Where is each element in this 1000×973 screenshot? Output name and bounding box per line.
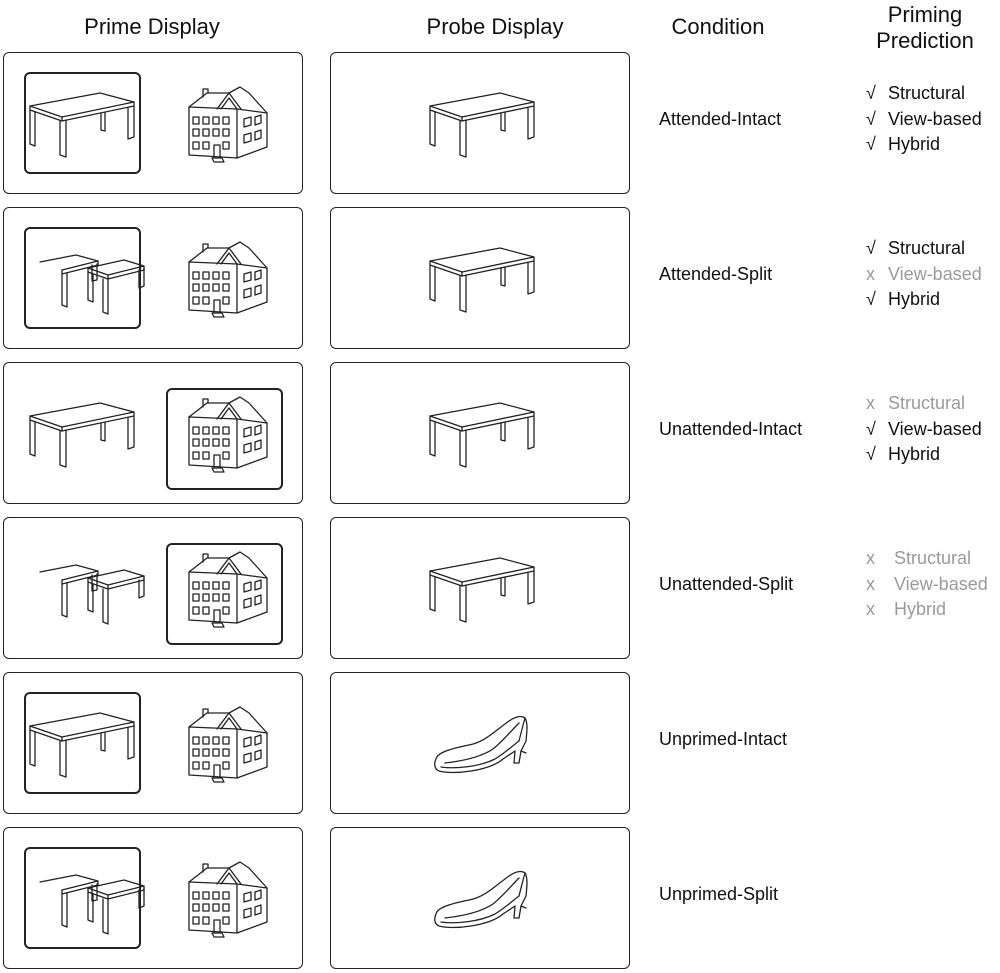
prediction-item xyxy=(866,236,982,262)
x-mark-icon: x xyxy=(866,393,875,413)
probe-display-drawing xyxy=(331,828,631,970)
priming-header-line1: Priming xyxy=(887,2,963,27)
prediction-item xyxy=(866,597,988,623)
prediction-label: View-based xyxy=(888,108,982,129)
house-icon xyxy=(189,87,267,162)
prediction-label: Hybrid xyxy=(888,289,941,309)
condition-label: Attended-Split xyxy=(659,264,773,284)
table-icon xyxy=(30,713,134,777)
priming-prediction-list xyxy=(866,81,982,158)
prediction-item xyxy=(866,81,982,107)
prediction-item xyxy=(866,287,982,313)
probe-display-drawing xyxy=(331,518,631,660)
prediction-item xyxy=(866,572,988,598)
house-icon xyxy=(189,242,267,317)
prediction-label: Structural xyxy=(888,83,966,103)
prediction-label: View-based xyxy=(888,418,982,439)
check-mark-icon: √ xyxy=(866,134,876,154)
prediction-label: Structural xyxy=(888,393,966,413)
prediction-label: View-based xyxy=(888,263,982,284)
prediction-label: Structural xyxy=(894,548,972,568)
x-mark-icon: x xyxy=(866,573,875,594)
condition-label: Unattended-Split xyxy=(659,574,794,594)
table-icon xyxy=(430,248,534,312)
prime-display-header: Prime Display xyxy=(84,14,220,39)
priming-prediction-list xyxy=(866,391,982,468)
prime-display-panel xyxy=(3,517,303,659)
check-mark-icon: √ xyxy=(866,83,876,103)
priming-prediction-list xyxy=(866,236,982,313)
table-icon xyxy=(30,403,134,467)
attention-cue-frame xyxy=(25,693,140,793)
prediction-item xyxy=(866,417,982,443)
priming-prediction-header xyxy=(855,2,995,54)
x-mark-icon: x xyxy=(866,548,875,568)
attention-cue-frame xyxy=(25,228,140,328)
probe-display-panel xyxy=(330,672,630,814)
check-mark-icon: √ xyxy=(866,238,876,258)
prime-display-drawing xyxy=(4,673,304,815)
prime-display-drawing xyxy=(4,363,304,505)
prediction-label: Hybrid xyxy=(888,444,941,464)
shoe-icon xyxy=(435,872,527,928)
probe-display-drawing xyxy=(331,673,631,815)
probe-display-drawing xyxy=(331,208,631,350)
x-mark-icon: x xyxy=(866,599,875,619)
split-table-icon xyxy=(40,875,144,934)
check-mark-icon: √ xyxy=(866,108,876,129)
probe-display-drawing xyxy=(331,53,631,195)
table-icon xyxy=(430,558,534,622)
house-icon xyxy=(189,862,267,937)
table-icon xyxy=(430,403,534,467)
split-table-icon xyxy=(40,565,144,624)
probe-display-panel xyxy=(330,52,630,194)
probe-display-drawing xyxy=(331,363,631,505)
condition-label: Unprimed-Split xyxy=(659,884,779,904)
prediction-label: Hybrid xyxy=(888,134,941,154)
prime-display-panel xyxy=(3,362,303,504)
probe-display-panel xyxy=(330,362,630,504)
prediction-item xyxy=(866,262,982,288)
prediction-item xyxy=(866,442,982,468)
check-mark-icon: √ xyxy=(866,444,876,464)
check-mark-icon: √ xyxy=(866,289,876,309)
house-icon xyxy=(189,397,267,472)
attention-cue-frame xyxy=(25,73,140,173)
prime-display-panel xyxy=(3,207,303,349)
probe-display-header: Probe Display xyxy=(426,14,564,39)
probe-display-panel xyxy=(330,827,630,969)
x-mark-icon: x xyxy=(866,263,875,284)
prime-display-drawing xyxy=(4,53,304,195)
prediction-item xyxy=(866,391,982,417)
priming-prediction-list xyxy=(866,546,988,623)
prediction-item xyxy=(866,107,982,133)
prime-display-panel xyxy=(3,52,303,194)
split-table-icon xyxy=(40,255,144,314)
attention-cue-frame xyxy=(25,848,140,948)
condition-label: Unprimed-Intact xyxy=(659,729,788,749)
probe-display-panel xyxy=(330,517,630,659)
priming-header-line2: Prediction xyxy=(876,28,974,53)
condition-header: Condition xyxy=(671,14,765,39)
prime-display-drawing xyxy=(4,208,304,350)
prediction-label: Hybrid xyxy=(894,599,947,619)
table-icon xyxy=(430,93,534,157)
prime-display-drawing xyxy=(4,518,304,660)
prediction-item xyxy=(866,546,988,572)
prime-display-panel xyxy=(3,672,303,814)
prediction-label: Structural xyxy=(888,238,966,258)
condition-label: Attended-Intact xyxy=(659,109,782,129)
prime-display-drawing xyxy=(4,828,304,970)
prediction-label: View-based xyxy=(894,573,988,594)
prime-display-panel xyxy=(3,827,303,969)
house-icon xyxy=(189,552,267,627)
table-icon xyxy=(30,93,134,157)
house-icon xyxy=(189,707,267,782)
check-mark-icon: √ xyxy=(866,418,876,439)
condition-label: Unattended-Intact xyxy=(659,419,803,439)
shoe-icon xyxy=(435,717,527,773)
prediction-item xyxy=(866,132,982,158)
probe-display-panel xyxy=(330,207,630,349)
